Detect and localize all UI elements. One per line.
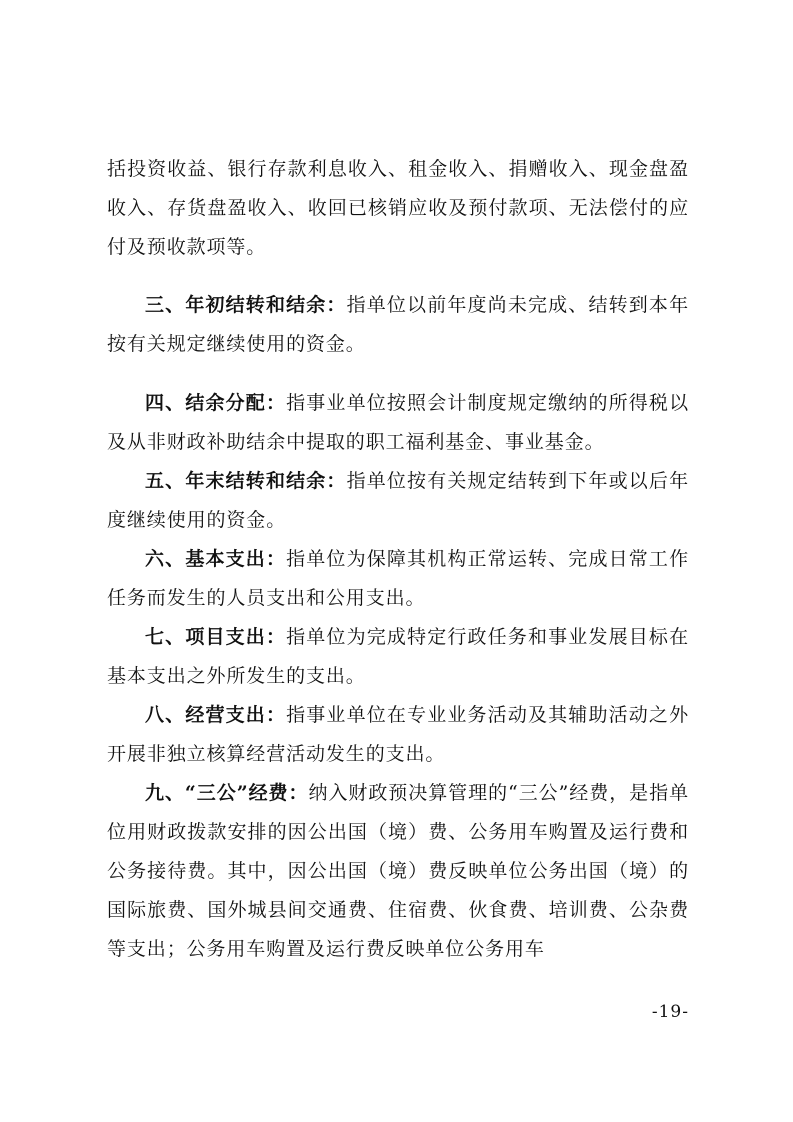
paragraph-text: 指单位为完成特定行政任务和事业发展目标在基本支出之外所发生的支出。 [107,626,689,687]
paragraph-basic-expenditure [107,540,689,618]
page-number: -19- [651,1002,689,1022]
paragraph-text: 纳入财政预决算管理的“三公”经费，是指单位用财政拨款安排的因公出国（境）费、公务用车购置及运行费和公务接待费。其中，因公出国（境）费反映单位公务出国（境）的国际旅费、国外城县间交通费、住宿费、伙食费、培训费、公杂费等支出；公务用车购置及运行费反映单位公务用车 [107,782,689,960]
term-heading: 九、“三公”经费： [145,782,309,804]
paragraph-text: 指单位以前年度尚未完成、结转到本年按有关规定继续使用的资金。 [107,294,689,355]
paragraph-project-expenditure [107,618,689,696]
paragraph-income-continuation [107,150,689,267]
term-heading: 五、年末结转和结余： [145,470,347,492]
term-heading: 六、基本支出： [145,548,287,570]
paragraph-surplus-distribution [107,384,689,462]
paragraph-three-public-expenses [107,774,689,969]
term-heading: 三、年初结转和结余： [145,294,347,316]
term-heading: 七、项目支出： [145,626,287,648]
paragraph-carryover-end [107,462,689,540]
paragraph-text: 指单位为保障其机构正常运转、完成日常工作任务而发生的人员支出和公用支出。 [107,548,689,609]
term-heading: 四、结余分配： [145,392,287,414]
paragraph-text: 括投资收益、银行存款利息收入、租金收入、捐赠收入、现金盘盈收入、存货盘盈收入、收回已核销应收及预付款项、无法偿付的应付及预收款项等。 [107,158,689,258]
paragraph-operating-expenditure [107,696,689,774]
paragraph-text: 指事业单位在专业业务活动及其辅助活动之外开展非独立核算经营活动发生的支出。 [107,704,689,765]
paragraph-text: 指事业单位按照会计制度规定缴纳的所得税以及从非财政补助结余中提取的职工福利基金、事业基金。 [107,392,689,453]
paragraph-text: 指单位按有关规定结转到下年或以后年度继续使用的资金。 [107,470,689,531]
paragraph-carryover-beginning [107,286,689,364]
term-heading: 八、经营支出： [145,704,287,726]
